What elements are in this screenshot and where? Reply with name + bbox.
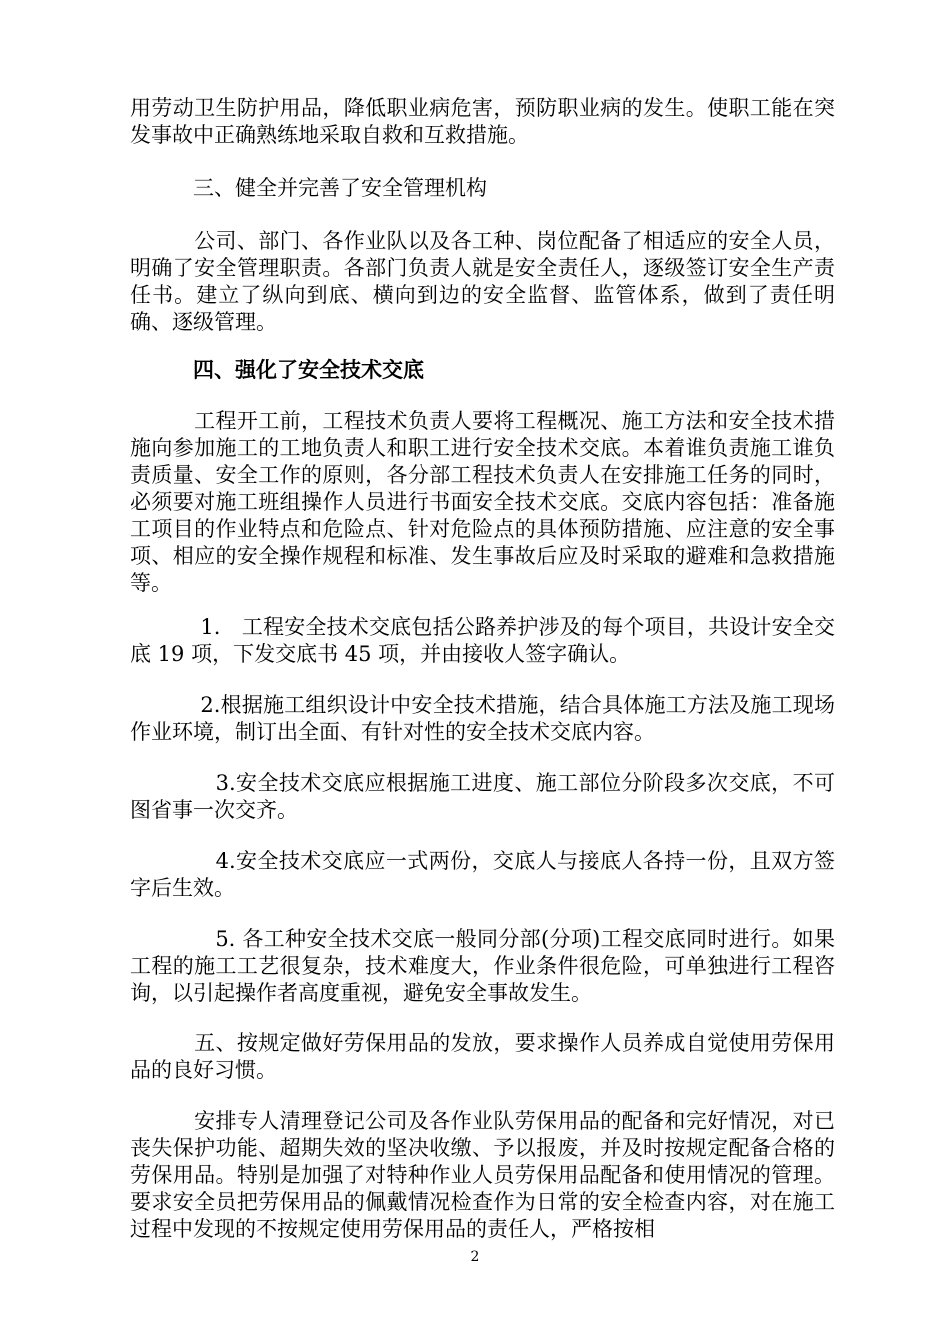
list-item-2: 2.根据施工组织设计中安全技术措施，结合具体施工方法及施工现场作业环境，制订出全面、有针对性的安全技术交底内容。 [130, 693, 835, 744]
page-number: 2 [470, 1249, 480, 1265]
list-item-4: 4.安全技术交底应一式两份，交底人与接底人各持一份，且双方签字后生效。 [130, 849, 835, 900]
paragraph-occupational-health: 用劳动卫生防护用品，降低职业病危害，预防职业病的发生。使职工能在突发事故中正确熟练地采取自救和互救措施。 [130, 96, 835, 147]
paragraph-protective-equipment: 安排专人清理登记公司及各作业队劳保用品的配备和完好情况，对已丧失保护功能、超期失效的坚决收缴、予以报废，并及时按规定配备合格的劳保用品。特别是加强了对特种作业人员劳保用品配备和使用情况的管理。要求安全员把劳保用品的佩戴情况检查作为日常的安全检查内容，对在施工过程中发现的不按规定使用劳保用品的责任人，严格按相 [130, 1109, 835, 1241]
heading-protective-equipment: 五、按规定做好劳保用品的发放，要求操作人员养成自觉使用劳保用品的良好习惯。 [130, 1031, 835, 1082]
list-item-3: 3.安全技术交底应根据施工进度、施工部位分阶段多次交底，不可图省事一次交齐。 [130, 771, 835, 822]
list-item-1: 1. 工程安全技术交底包括公路养护涉及的每个项目，共设计安全交底 19 项，下发交底书 45 项，并由接收人签字确认。 [130, 615, 835, 666]
paragraph-safety-organization: 公司、部门、各作业队以及各工种、岗位配备了相适应的安全人员，明确了安全管理职责。各部门负责人就是安全责任人，逐级签订安全生产责任书。建立了纵向到底、横向到边的安全监督、监管体系，做到了责任明确、逐级管理。 [130, 229, 835, 334]
heading-safety-organization: 三、健全并完善了安全管理机构 [130, 176, 487, 200]
heading-technical-briefing: 四、强化了安全技术交底 [130, 357, 424, 382]
paragraph-technical-briefing: 工程开工前，工程技术负责人要将工程概况、施工方法和安全技术措施向参加施工的工地负责人和职工进行安全技术交底。本着谁负责施工谁负责质量、安全工作的原则，各分部工程技术负责人在安排施工任务的同时，必须要对施工班组操作人员进行书面安全技术交底。交底内容包括：准备施工项目的作业特点和危险点、针对危险点的具体预防措施、应注意的安全事项、相应的安全操作规程和标准、发生事故后应及时采取的避难和急救措施等。 [130, 409, 835, 595]
list-item-5: 5. 各工种安全技术交底一般同分部(分项)工程交底同时进行。如果工程的施工工艺很复杂，技术难度大，作业条件很危险，可单独进行工程咨询，以引起操作者高度重视，避免安全事故发生。 [130, 927, 835, 1005]
